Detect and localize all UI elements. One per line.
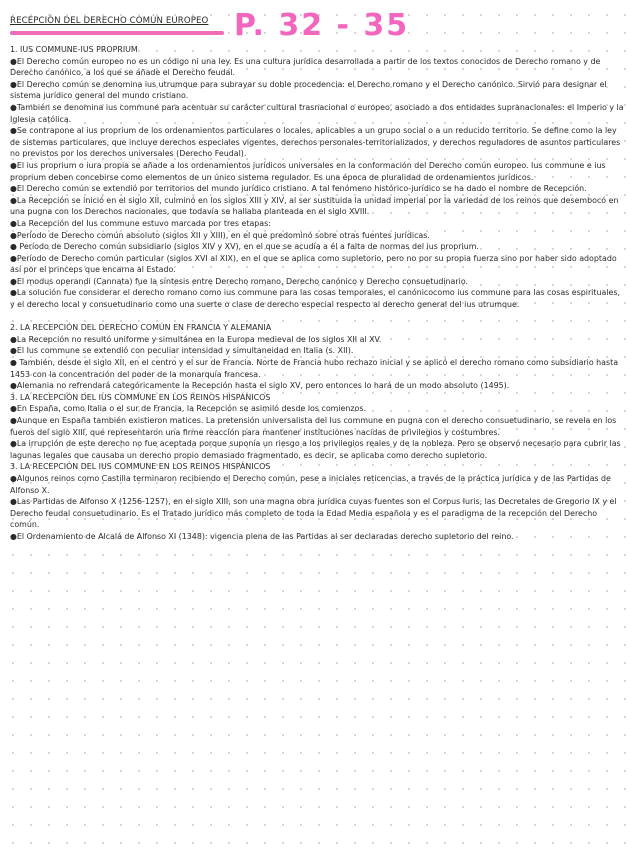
paragraph: ●La Recepción no resultó uniforme y simultánea en la Europa medieval de los siglos XII al XV. <box>10 334 382 344</box>
paragraph: ●El ius proprium o iura propia se añade a los ordenamientos jurídicos universales en la conformación del Derecho común europeo. Ius commune e ius proprium deben concebirse como elementos de un único sistema regulador. Es una época de pluralidad de ordenamientos jurídicos. <box>10 160 606 182</box>
paragraph: ●La irrupción de este derecho no fue aceptada porque suponía un riesgo a los privilegios reales y de la nobleza. Pero se observó necesario para cubrir las lagunas legales que causaba un derecho propio demasiado fragmentado, es decir, se aplicaba como derecho supletorio. <box>10 439 621 460</box>
notes-content <box>10 44 626 543</box>
paragraph: ●También se denomina ius commune para acentuar su carácter cultural trasnacional o europeo, asociado a dos entidades supranacionales: el Imperio y la Iglesia católica. <box>10 102 624 124</box>
paragraph: ●El modus operandi (Cannata) fue la síntesis entre Derecho romano, Derecho canónico y Derecho consuetudinario. <box>10 276 469 286</box>
section-heading: 1. IUS COMMUNE-IUS PROPRIUM <box>10 45 138 54</box>
paragraph: ●El Derecho común se extendió por territorios del mundo jurídico cristiano. A tal fenómeno histórico-jurídico se ha dado el nombre de Recepción. <box>10 184 587 194</box>
title-row <box>10 8 626 44</box>
paragraph: ●La Recepción del Ius commune estuvo marcada por tres etapas: <box>10 218 271 228</box>
section-gap <box>10 311 626 323</box>
section-heading: 3. LA RECEPCIÓN DEL IUS COMMUNE EN LOS REINOS HISPÁNICOS <box>10 392 271 402</box>
paragraph: ●Período de Derecho común absoluto (siglos XII y XIII), en el que predominó sobre otras fuentes jurídicas. <box>10 230 430 240</box>
paragraph: ●La Recepción se inició en el siglo XII, culminó en los siglos XIII y XIV, al ser sustituida la unidad imperial por la variedad de los reinos que desembocó en una pugna con los Derechos nacionales, que todavía se hallaba planteada en el siglo XVIII. <box>10 195 619 217</box>
paragraph: ●La solución fue considerar el derecho romano como ius commune para las cosas temporales, el canónicocomo ius commune para las cosas espirituales, y el derecho local y consuetudinario como una suerte o clase de derecho especial respecto al derecho general del ius utrumque. <box>10 288 620 310</box>
paragraph: ●Aunque en España también existieron matices. La pretensión universalista del Ius commune en pugna con el derecho consuetudinario, se revela en los fueros del siglo XIII, que representaron una firme reacción para mantener instituciones nacidas de privilegios y costumbres. <box>10 416 617 437</box>
paragraph: ●Alemania no refrendará categóricamente la Recepción hasta el siglo XV, pero entonces lo hará de un modo absoluto (1495). <box>10 381 510 391</box>
paragraph: ●El Ordenamiento de Alcalá de Alfonso XI (1348): vigencia plena de las Partidas al ser declaradas derecho supletorio del reino. <box>10 531 514 541</box>
paragraph: ●Período de Derecho común particular (siglos XVI al XIX), en el que se aplica como supletorio, pero no por su propia fuerza sino por haber sido adoptado así por el princeps que encarna al Estado. <box>10 253 617 275</box>
paragraph: ●En España, como Italia o el sur de Francia, la Recepción se asimiló desde los comienzos. <box>10 404 366 414</box>
paragraph: ●Algunos reinos como Castilla terminaron recibiendo el Derecho común, pese a iniciales reticencias, a través de la práctica jurídica y de las Partidas de Alfonso X. <box>10 473 611 495</box>
paragraph: ● También, desde el siglo XII, en el centro y el sur de Francia. Norte de Francia hubo rechazo inicial y se aplicó el derecho romano como subsidiario hasta 1453 con la concentración del poder de la monarquía francesa. <box>10 358 619 379</box>
paragraph: ●El Derecho común se denomina ius utrumque para subrayar su doble procedencia: el Derecho romano y el Derecho canónico. Sirvió para designar el sistema jurídico general del mundo cristiano. <box>10 79 607 101</box>
paragraph: ●El Derecho común europeo no es un código ni una ley. Es una cultura jurídica desarrollada a partir de los textos conocidos de Derecho romano y de Derecho canónico, a los que se añade el Derecho feudal. <box>10 56 601 78</box>
paragraph: ●Las Partidas de Alfonso X (1256-1257), en el siglo XIII, son una magna obra jurídica cuyas fuentes son el Corpus Iuris, las Decretales de Gregorio IX y el Derecho feudal consuetudinario. Es el Tratado jurídico más completo de toda la Edad Media española y es el paradigma de la recepción del Derecho común. <box>10 497 617 530</box>
title-highlight-marker <box>10 31 224 35</box>
page-title: RECEPCIÓN DEL DERECHO COMÚN EUROPEO <box>10 16 209 26</box>
paragraph: ● Período de Derecho común subsidiario (siglos XIV y XV), en el que se acudía a él a falta de normas del ius proprium. <box>10 242 479 252</box>
paragraph: ●Se contrapone al ius proprium de los ordenamientos particulares o locales, aplicables a un grupo social o a un reducido territorio. Se define como la ley de sistemas particulares, que incluye derechos especiales vigentes, derechos personales-territorializados, y derechos reguladores de asuntos particulares no previstos por los derechos universales (Derecho Feudal). <box>10 126 621 159</box>
pages-label: P. 32 - 35 <box>234 8 410 43</box>
section-heading: 2. LA RECEPCIÓN DEL DERECHO COMÚN EN FRANCIA Y ALEMANIA <box>10 323 272 333</box>
paragraph: ●El Ius commune se extendió con peculiar intensidad y simultaneidad en Italia (s. XII). <box>10 346 354 356</box>
section-heading: 3. LA RECEPCIÓN DEL IUS COMMUNE EN LOS REINOS HISPÁNICOS <box>10 462 271 472</box>
